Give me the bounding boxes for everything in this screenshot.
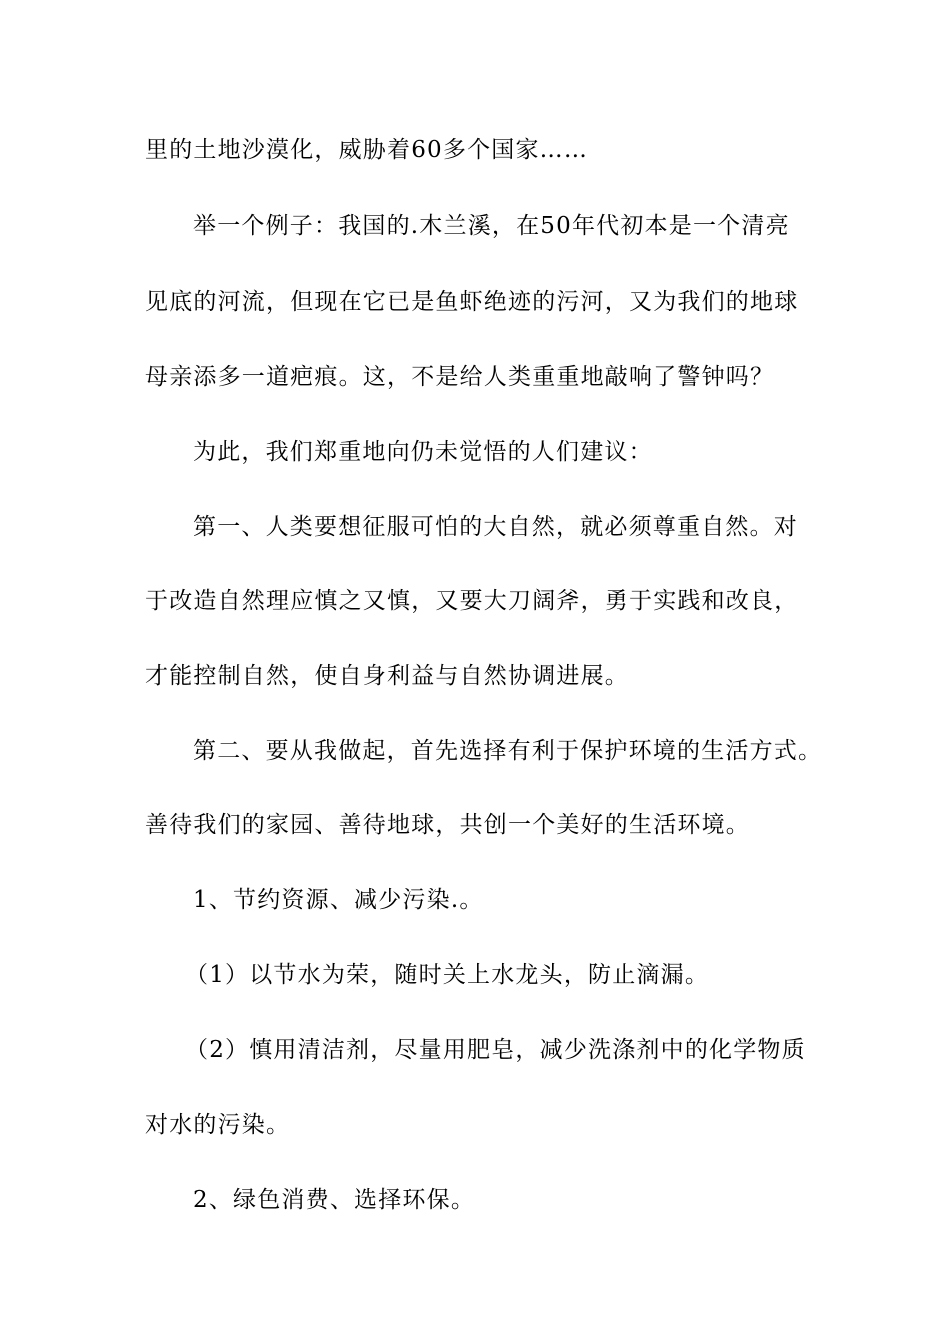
sub-list-item: （1）以节水为荣，随时关上水龙头，防止滴漏。 [185,962,710,988]
paragraph-line: 第一、人类要想征服可怕的大自然，就必须尊重自然。对 [193,514,798,540]
text-line: 母亲添多一道疤痕。这，不是给人类重重地敲响了警钟吗？ [145,364,775,390]
text-line: 善待我们的家园、善待地球，共创一个美好的生活环境。 [145,812,750,838]
list-item: 1、节约资源、减少污染.。 [193,887,484,913]
text-line: 见底的河流，但现在它已是鱼虾绝迹的污河，又为我们的地球 [145,289,799,315]
sub-list-item: （2）慎用清洁剂，尽量用肥皂，减少洗涤剂中的化学物质 [185,1037,806,1063]
paragraph-line: 举一个例子：我国的.木兰溪，在50年代初本是一个清亮 [193,213,790,239]
text-line: 对水的污染。 [145,1112,291,1138]
text-line: 才能控制自然，使自身利益与自然协调进展。 [145,663,629,689]
paragraph-line: 第二、要从我做起，首先选择有利于保护环境的生活方式。 [193,738,823,764]
text-line: 于改造自然理应慎之又慎，又要大刀阔斧，勇于实践和改良， [145,588,799,614]
paragraph-line: 为此，我们郑重地向仍未觉悟的人们建议： [193,439,653,465]
list-item: 2、绿色消费、选择环保。 [193,1187,476,1213]
text-line: 里的土地沙漠化，威胁着60多个国家…… [145,137,589,163]
